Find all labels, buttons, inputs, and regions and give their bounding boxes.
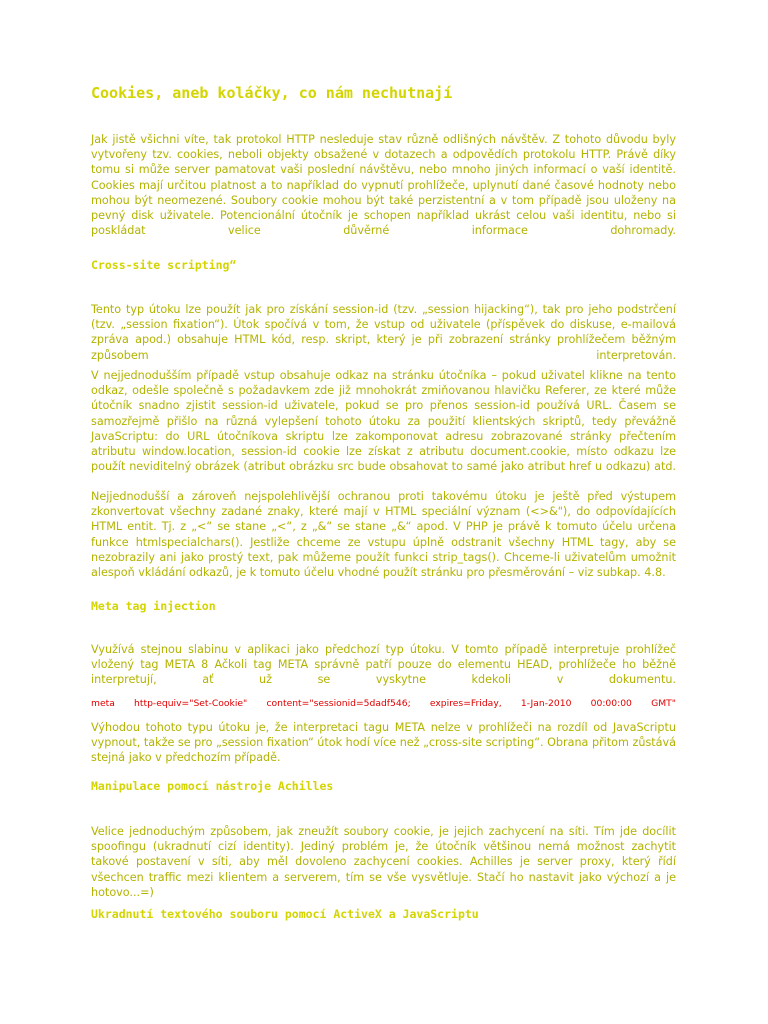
achilles-paragraph: Velice jednoduchým způsobem, jak zneužít soubory cookie, je jejich zachycení na síti. Tím jde docílit spoofingu (ukradnutí cizí identity). Jediný problém je, že útočník většinou nemá možnost zachytit takové postavení v síti, aby měl dovoleno zachycení cookies. Achilles je server proxy, který řídí všechcen traffic mezi klientem a serverem, tím se vše vysvětluje. Stačí ho nastavit jako výchozí a je hotovo...=) [91,825,676,899]
xss-paragraph-3: Nejjednodušší a zároveň nejspolehlivější ochranou proti takovému útoku je ještě před výstupem zkonvertovat všechny zadané znaky, které mají v HTML speciální význam (<>&"), do odpovídajících HTML entit. Tj. z „<“ se stane „<“, z „&“ se stane „&“ apod. V PHP je právě k tomuto účelu určena funkce htmlspecialchars(). Jestliže chceme ze vstupu úplně odstranit všechny HTML tagy, aby se nezobrazily ani jako prostý text, pak můžeme použít funkci strip_tags(). Chceme-li uživatelům umožnit alespoň vkládání odkazů, je k tomuto účelu vhodné použít stránku pro přesměrování – viz subkap. 4.8. [91,490,676,580]
intro-paragraph: Jak jistě všichni víte, tak protokol HTTP nesleduje stav různě odlišných návštěv. Z tohoto důvodu byly vytvořeny tzv. cookies, neboli objekty obsažené v dotazech a odpovědích protokolu HTTP. Právě díky tomu si může server pamatovat vaši poslední návštěvu, nebo mnoho jiných informací o vaší identitě. Cookies mají určitou platnost a to například do vypnutí prohlížeče, uplynutí dané časové hodnoty nebo mohou být neomezené. Soubory cookie mohou být také perzistentní a v tom případě jsou uloženy na pevný disk uživatele. Potencionální útočník je schopen například ukrást celou vaši identitu, nebo si poskládat velice důvěrné informace dohromady. [91,133,676,238]
page-title: Cookies, aneb koláčky, co nám nechutnají [91,84,453,102]
section-heading-activex: Ukradnutí textového souboru pomocí ActiveX a JavaScriptu [91,907,479,921]
section-heading-xss: Cross-site scripting“ [91,258,237,272]
section-heading-achilles: Manipulace pomocí nástroje Achilles [91,779,334,793]
section-heading-meta: Meta tag injection [91,599,216,613]
xss-paragraph-1: Tento typ útoku lze použít jak pro získání session-id (tzv. „session hijacking“), tak pro jeho podstrčení (tzv. „session fixation“). Útok spočívá v tom, že vstup od uživatele (příspěvek do diskuse, e-mailová zpráva apod.) obsahuje HTML kód, resp. skript, který je při zobrazení stránky prohlížečem běžným způsobem interpretován. [91,303,676,362]
meta-code-line: meta http-equiv="Set-Cookie" content="sessionid=5dadf546; expires=Friday, 1-Jan-2010 00:00:00 GMT" [91,698,676,709]
meta-paragraph-2: Výhodou tohoto typu útoku je, že interpretaci tagu META nelze v prohlížeči na rozdíl od JavaScriptu vypnout, takže se pro „session fixation“ útok hodí více než „cross-site scripting“. Obrana přitom zůstává stejná jako v předchozím případě. [91,721,676,765]
xss-paragraph-2: V nejjednodušším případě vstup obsahuje odkaz na stránku útočníka – pokud uživatel klikne na tento odkaz, odešle společně s požadavkem zde již mnohokrát zmiňovanou hlavičku Referer, ze které může útočník snadno zjistit session-id uživatele, pokud se pro přenos session-id používá URL. Časem se samozřejmě přišlo na různá vylepšení tohoto útoku za použití klientských skriptů, tedy převážně JavaScriptu: do URL útočníkova skriptu lze zakomponovat adresu zobrazované stránky přečtením atributu window.location, session-id cookie lze získat z atributu document.cookie, místo odkazu lze použít neviditelný obrázek (atribut obrázku src bude obsahovat to samé jako atribut href u odkazu) atd. [91,369,676,474]
meta-paragraph-1: Využívá stejnou slabinu v aplikaci jako předchozí typ útoku. V tomto případě interpretuje prohlížeč vložený tag META 8 Ačkoli tag META správně patří pouze do elementu HEAD, prohlížeče ho běžně interpretují, ať už se vyskytne kdekoli v dokumentu. [91,643,676,687]
